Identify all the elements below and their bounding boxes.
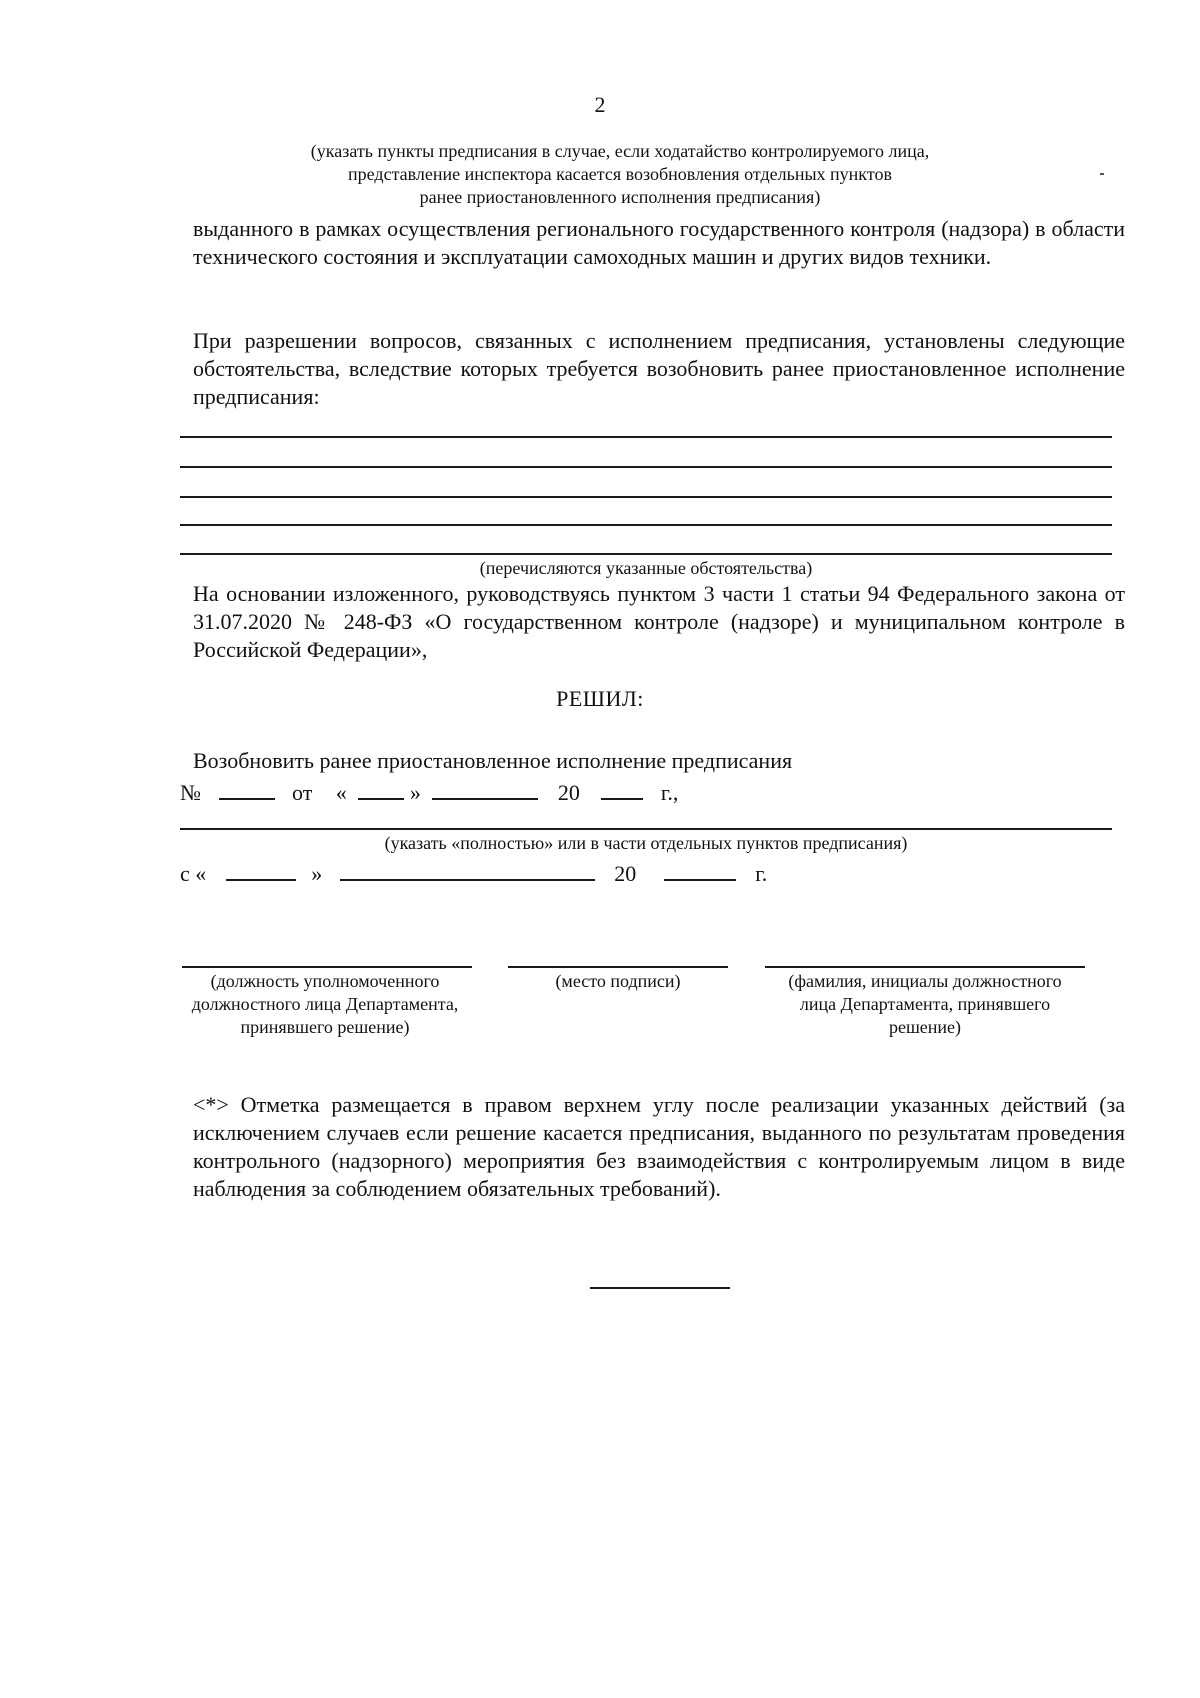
year-prefix: 20 xyxy=(557,780,580,805)
paragraph-control-scope: выданного в рамках осуществления регионального государственного контроля (надзора) в области технического состояния и эксплуатации самоходных машин и других видов техники. xyxy=(193,216,1125,269)
date-quote-close: » xyxy=(311,861,323,886)
paragraph-circumstances: При разрешении вопросов, связанных с исполнением предписания, установлены следующие обстоятельства, вследствие которых требуется возобновить ранее приостановленное исполнение предписания: xyxy=(193,328,1125,409)
circumstances-line-1[interactable] xyxy=(180,436,1112,438)
day-quote-open: « xyxy=(335,780,347,805)
hint-line-2: представление инспектора касается возобновления отдельных пунктов xyxy=(348,164,892,184)
date-from-prefix: с « xyxy=(180,861,207,886)
scope-hint: (указать «полностью» или в части отдельных пунктов предписания) xyxy=(384,833,908,853)
prescription-number-field[interactable] xyxy=(219,776,275,800)
prescription-day-field[interactable] xyxy=(358,776,404,800)
date-year-prefix: 20 xyxy=(614,861,637,886)
prescription-year-field[interactable] xyxy=(601,776,643,800)
year-suffix: г., xyxy=(660,780,679,805)
signature-place-caption: (место подписи) xyxy=(555,971,681,991)
decided-heading: РЕШИЛ: xyxy=(556,686,644,711)
resume-day-field[interactable] xyxy=(226,857,296,881)
resume-year-field[interactable] xyxy=(664,857,736,881)
circumstances-line-2[interactable] xyxy=(180,466,1112,468)
resume-text: Возобновить ранее приостановленное исполнение предписания xyxy=(193,748,793,773)
signature-line[interactable] xyxy=(508,966,728,968)
paragraph-legal-basis: На основании изложенного, руководствуясь пунктом 3 части 1 статьи 94 Федерального закона от 31.07.2020 № 248-ФЗ «О государственном контроле (надзоре) и муниципальном контроле в Российской Федерации», xyxy=(193,581,1125,662)
position-signature-line[interactable] xyxy=(182,966,472,968)
circumstances-line-5[interactable] xyxy=(180,553,1112,555)
day-quote-close: » xyxy=(409,780,421,805)
footnote: <*> Отметка размещается в правом верхнем углу после реализации указанных действий (за исключением случаев если решение касается предписания, выданного по результатам проведения контрольного (надзорного) мероприятия без взаимодействия с контролируемым лицом в виде наблюдения за соблюдением обязательных требований). xyxy=(193,1092,1125,1201)
hint-line-3: ранее приостановленного исполнения предписания) xyxy=(419,187,821,207)
date-year-suffix: г. xyxy=(755,861,768,886)
end-of-document-line xyxy=(590,1287,730,1289)
number-sign: № xyxy=(180,780,201,805)
hint-line-1: (указать пункты предписания в случае, если ходатайство контролируемого лица, xyxy=(310,141,930,161)
from-label: от xyxy=(292,780,313,805)
resume-date-row xyxy=(180,857,767,888)
name-signature-line[interactable] xyxy=(765,966,1085,968)
prescription-number-row xyxy=(180,776,678,807)
prescription-month-field[interactable] xyxy=(432,776,538,800)
circumstances-hint: (перечисляются указанные обстоятельства) xyxy=(479,558,813,578)
scan-mark xyxy=(1100,173,1104,175)
scope-line[interactable] xyxy=(180,828,1112,830)
resume-month-field[interactable] xyxy=(340,857,595,881)
circumstances-line-3[interactable] xyxy=(180,496,1112,498)
page-number: 2 xyxy=(594,92,606,117)
instruction-hint-items xyxy=(240,140,1000,209)
position-caption: (должность уполномоченного должностного лица Департамента, принявшего решение) xyxy=(191,971,459,1037)
name-caption: (фамилия, инициалы должностного лица Департамента, принявшего решение) xyxy=(788,971,1062,1037)
circumstances-line-4[interactable] xyxy=(180,524,1112,526)
